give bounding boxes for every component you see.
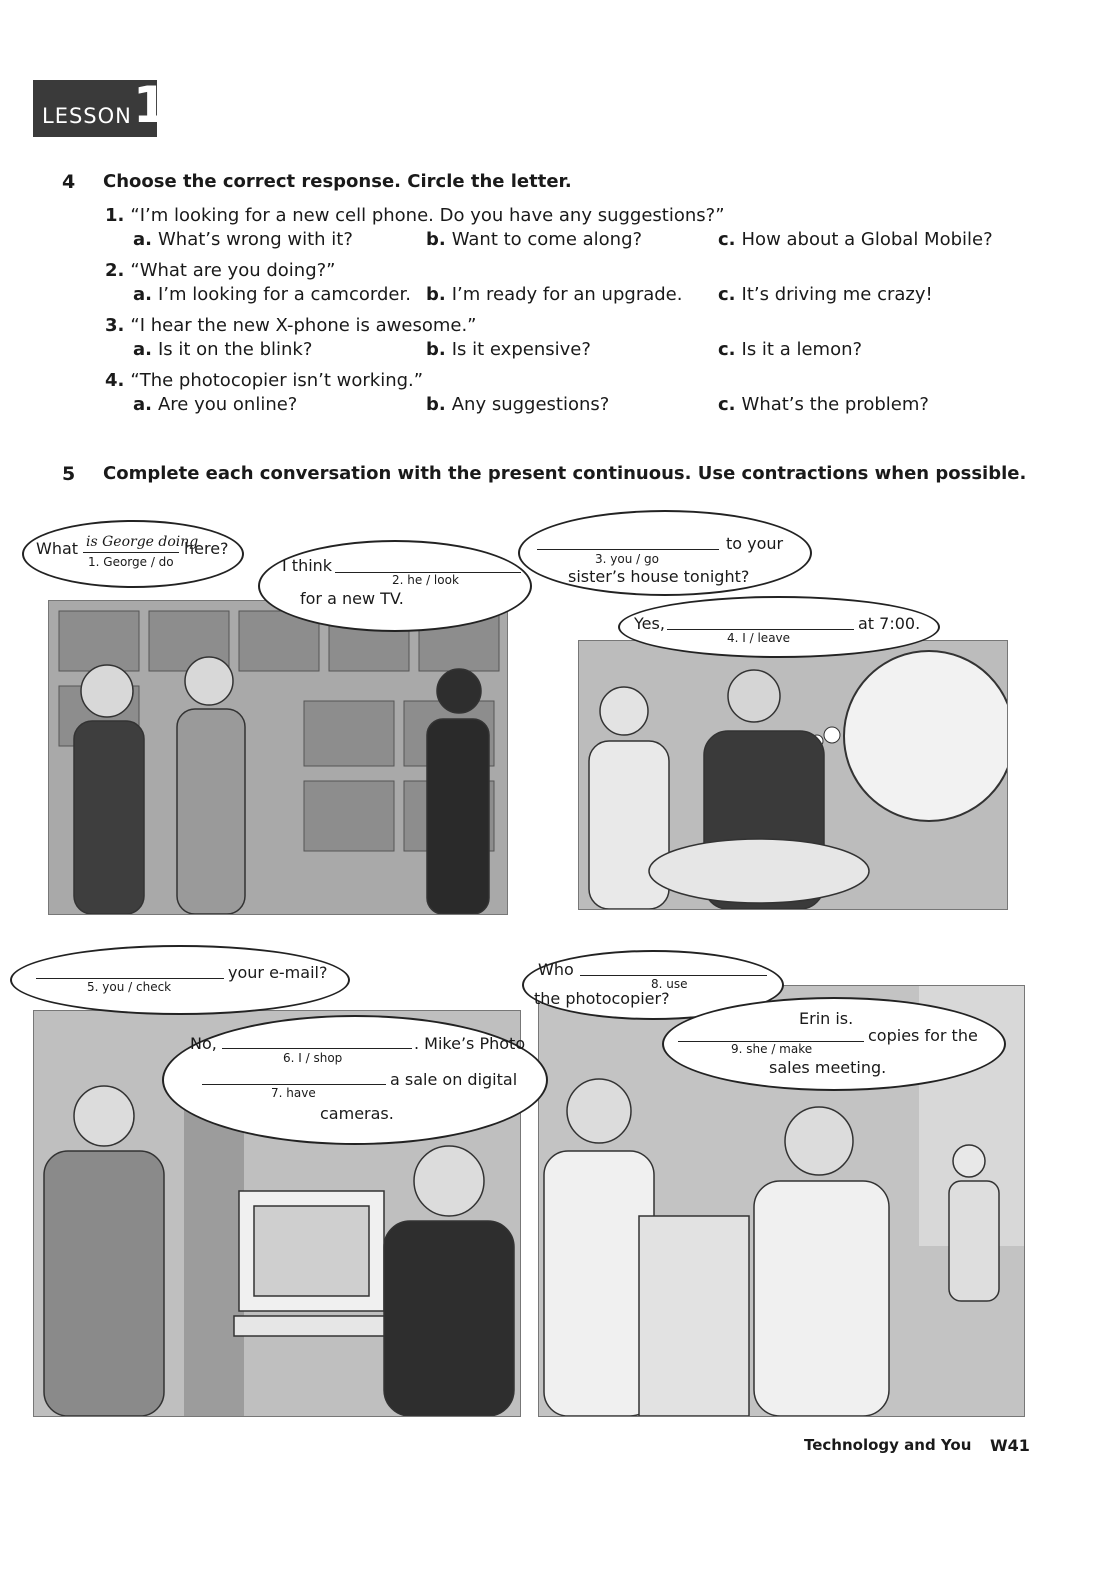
option-c[interactable]: c. How about a Global Mobile?	[718, 229, 993, 250]
option-b[interactable]: b. I’m ready for an upgrade.	[426, 284, 683, 305]
cue-5: 5. you / check	[87, 980, 172, 994]
question-prompt: “I hear the new X-phone is awesome.”	[130, 315, 477, 336]
answer-line-8[interactable]	[580, 975, 767, 976]
question-prompt: “What are you doing?”	[130, 260, 336, 281]
bubble-6-text-end: . Mike’s Photo	[414, 1034, 526, 1053]
option-c[interactable]: c. It’s driving me crazy!	[718, 284, 933, 305]
footer-unit-title: Technology and You	[804, 1436, 972, 1454]
question-2	[105, 260, 336, 281]
bubble-7-text-start: Who	[538, 960, 574, 979]
bubble-1-text-end: here?	[184, 539, 229, 558]
cue-4: 4. I / leave	[727, 631, 791, 645]
cue-7: 7. have	[271, 1086, 316, 1100]
exercise-4-instruction: Choose the correct response. Circle the letter.	[103, 171, 572, 192]
bubble-8-text-end: copies for the	[868, 1026, 978, 1045]
question-number: 4.	[105, 370, 125, 391]
answer-line-7[interactable]	[202, 1084, 386, 1085]
question-4	[105, 370, 423, 391]
cafe-scene	[579, 641, 1007, 909]
illustration-tv-store	[48, 600, 508, 915]
page-number: W41	[990, 1436, 1030, 1455]
bubble-8-text-last: sales meeting.	[769, 1058, 887, 1077]
bubble-3-text-line2: sister’s house tonight?	[568, 567, 750, 586]
cue-1: 1. George / do	[88, 555, 174, 569]
option-b[interactable]: b. Want to come along?	[426, 229, 643, 250]
question-number: 3.	[105, 315, 125, 336]
exercise-5-number: 5	[62, 463, 76, 485]
option-b[interactable]: b. Any suggestions?	[426, 394, 610, 415]
lesson-label: LESSON	[42, 104, 132, 128]
example-answer: is George doing	[86, 534, 199, 550]
bubble-2-text-end: for a new TV.	[300, 589, 404, 608]
tv-store-scene	[49, 601, 507, 914]
option-a[interactable]: a. I’m looking for a camcorder.	[133, 284, 411, 305]
answer-line-6[interactable]	[222, 1048, 412, 1049]
option-c[interactable]: c. What’s the problem?	[718, 394, 929, 415]
bubble-6-text-mid: a sale on digital	[390, 1070, 518, 1089]
illustration-cafe	[578, 640, 1008, 910]
answer-line-3[interactable]	[537, 549, 719, 550]
exercise-4-number: 4	[62, 171, 76, 193]
bubble-5-text-end: your e-mail?	[228, 963, 328, 982]
cue-3: 3. you / go	[595, 552, 659, 566]
question-1	[105, 205, 725, 226]
question-number: 2.	[105, 260, 125, 281]
answer-line-1[interactable]	[83, 552, 179, 553]
bubble-3-text-end: to your	[726, 534, 784, 553]
option-b[interactable]: b. Is it expensive?	[426, 339, 591, 360]
bubble-8-text-start: Erin is.	[799, 1009, 854, 1028]
question-3	[105, 315, 477, 336]
cue-8: 8. use	[651, 977, 688, 991]
cue-2: 2. he / look	[392, 573, 459, 587]
option-a[interactable]: a. Are you online?	[133, 394, 298, 415]
lesson-tab	[33, 76, 168, 137]
option-a[interactable]: a. What’s wrong with it?	[133, 229, 353, 250]
bubble-1-text-start: What	[36, 539, 79, 558]
option-a[interactable]: a. Is it on the blink?	[133, 339, 313, 360]
answer-line-4[interactable]	[667, 629, 854, 630]
question-prompt: “The photocopier isn’t working.”	[130, 370, 424, 391]
lesson-number: 1	[133, 76, 168, 134]
bubble-4-text-start: Yes,	[634, 614, 665, 633]
bubble-7-text-line2: the photocopier?	[534, 989, 670, 1008]
answer-line-5[interactable]	[36, 978, 224, 979]
cue-6: 6. I / shop	[283, 1051, 343, 1065]
question-prompt: “I’m looking for a new cell phone. Do you have any suggestions?”	[130, 205, 725, 226]
option-c[interactable]: c. Is it a lemon?	[718, 339, 863, 360]
bubble-6-text-last: cameras.	[320, 1104, 394, 1123]
bubble-4-text-end: at 7:00.	[858, 614, 921, 633]
exercise-5-instruction: Complete each conversation with the present continuous. Use contractions when possible.	[103, 463, 1027, 484]
bubble-2-text-start: I think	[282, 556, 333, 575]
cue-9: 9. she / make	[731, 1042, 813, 1056]
question-number: 1.	[105, 205, 125, 226]
bubble-6-text-start: No,	[190, 1034, 217, 1053]
